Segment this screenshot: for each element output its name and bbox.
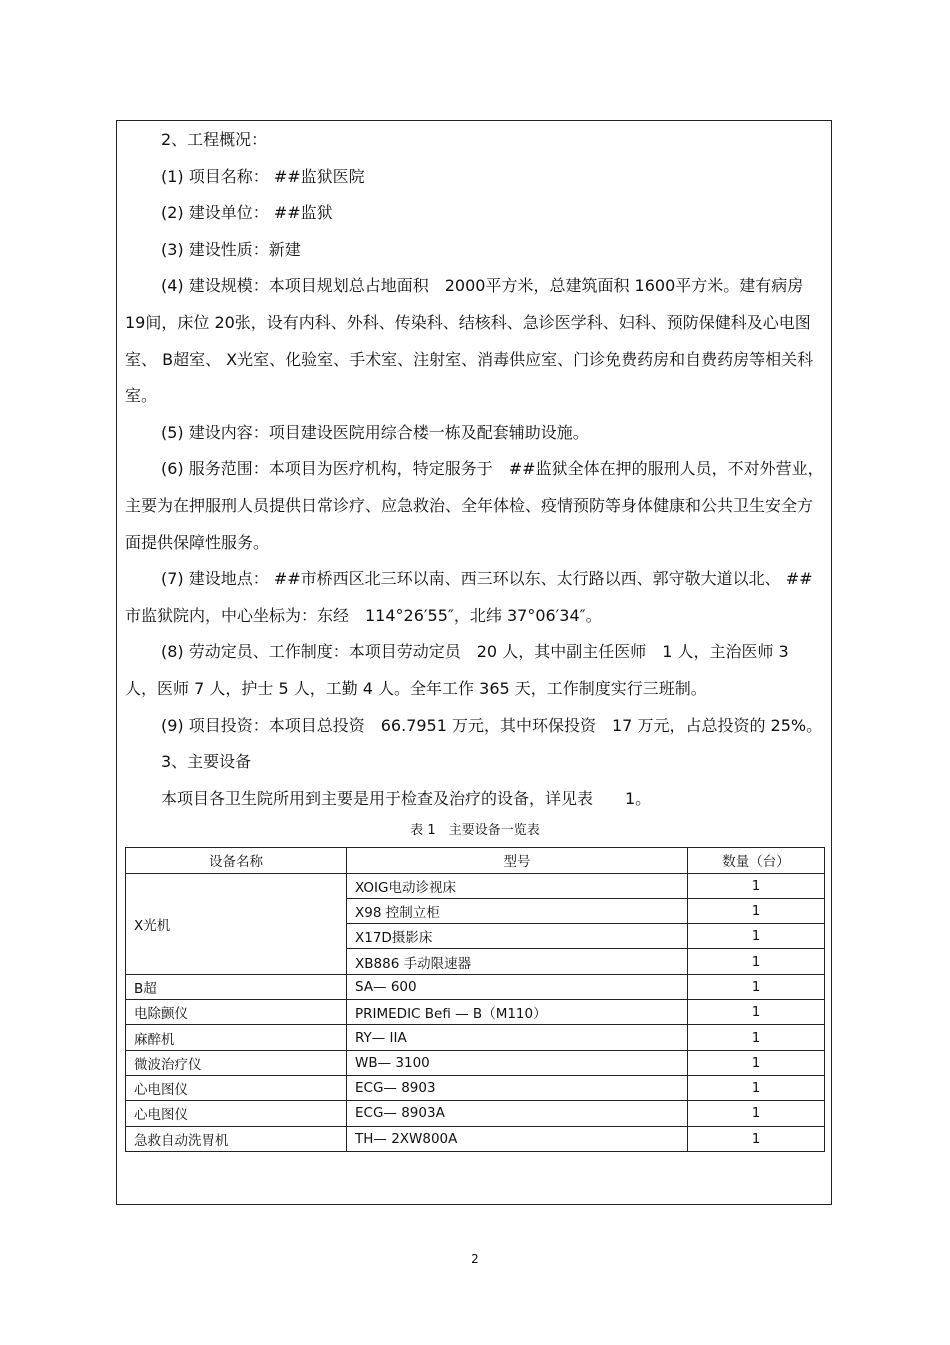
equipment-quantity: 1 xyxy=(688,1126,825,1151)
header-equipment-name: 设备名称 xyxy=(126,848,347,873)
equipment-name: 心电图仪 xyxy=(126,1075,347,1100)
equipment-model: TH— 2XW800A xyxy=(347,1126,688,1151)
equipment-model: XB886 手动限速器 xyxy=(347,949,688,974)
construction-location: (7) 建设地点： ##市桥西区北三环以南、西三环以东、太行路以西、郭守敬大道以北、 ##市监狱院内，中心坐标为：东经 114°26′55″，北纬 37°06′34″。 xyxy=(125,569,813,625)
equipment-name: 急救自动洗胃机 xyxy=(126,1126,347,1151)
equipment-quantity: 1 xyxy=(688,1075,825,1100)
table-row xyxy=(126,1025,825,1050)
equipment-quantity: 1 xyxy=(688,873,825,898)
equipment-name: 麻醉机 xyxy=(126,1025,347,1050)
equipment-table xyxy=(125,847,825,1152)
equipment-name: 电除颤仪 xyxy=(126,1000,347,1025)
equipment-quantity: 1 xyxy=(688,1025,825,1050)
equipment-quantity: 1 xyxy=(688,974,825,999)
table-row xyxy=(126,873,825,898)
table-row xyxy=(126,974,825,999)
equipment-quantity: 1 xyxy=(688,1101,825,1126)
table-row xyxy=(126,1000,825,1025)
document-body xyxy=(125,120,825,1152)
section-heading-overview: 2、工程概况： xyxy=(161,130,268,149)
equipment-quantity: 1 xyxy=(688,898,825,923)
header-model: 型号 xyxy=(347,848,688,873)
equipment-name: X光机 xyxy=(126,873,347,974)
equipment-quantity: 1 xyxy=(688,949,825,974)
project-name: (1) 项目名称： ##监狱医院 xyxy=(161,166,365,186)
equipment-name: 心电图仪 xyxy=(126,1101,347,1126)
equipment-model: X98 控制立柜 xyxy=(347,898,688,923)
table-caption: 表 1 主要设备一览表 xyxy=(410,823,540,839)
equipment-quantity: 1 xyxy=(688,1050,825,1075)
table-row xyxy=(126,1050,825,1075)
equipment-model: SA— 600 xyxy=(347,974,688,999)
service-scope: (6) 服务范围：本项目为医疗机构，特定服务于 ##监狱全体在押的服刑人员，不对外营业，主要为在押服刑人员提供日常诊疗、应急救治、全年体检、疫情预防等身体健康和公共卫生安全方面提供保障性服务。 xyxy=(125,459,824,552)
equipment-model: X17D摄影床 xyxy=(347,924,688,949)
construction-content: (5) 建设内容：项目建设医院用综合楼一栋及配套辅助设施。 xyxy=(161,422,589,442)
construction-unit: (2) 建设单位： ##监狱 xyxy=(161,203,333,223)
construction-nature: (3) 建设性质：新建 xyxy=(161,239,301,259)
construction-scale: (4) 建设规模：本项目规划总占地面积 2000平方米，总建筑面积 1600平方米。建有病房 19间，床位 20张，设有内科、外科、传染科、结核科、急诊医学科、妇科、预防保健科及心电图室、 B超室、 X光室、化验室、手术室、注射室、消毒供应室、门诊免费药房和自费药房等相关科室。 xyxy=(125,276,814,406)
equipment-model: ECG— 8903 xyxy=(347,1075,688,1100)
investment: (9) 项目投资：本项目总投资 66.7951 万元，其中环保投资 17 万元，占总投资的 25%。 xyxy=(161,715,823,735)
table-row xyxy=(126,1126,825,1151)
equipment-model: XOIG电动诊视床 xyxy=(347,873,688,898)
equipment-name: 微波治疗仪 xyxy=(126,1050,347,1075)
equipment-name: B超 xyxy=(126,974,347,999)
section-heading-equipment: 3、主要设备 xyxy=(161,752,252,772)
equipment-model: PRIMEDIC Befi — B（M110） xyxy=(347,1000,688,1025)
equipment-quantity: 1 xyxy=(688,1000,825,1025)
header-quantity: 数量（台） xyxy=(688,848,825,873)
staffing: (8) 劳动定员、工作制度：本项目劳动定员 20 人，其中副主任医师 1 人，主治医师 3 人，医师 7 人，护士 5 人，工勤 4 人。全年工作 365 天，工作制度实行三班制。 xyxy=(125,642,789,698)
page-number: 2 xyxy=(471,1252,479,1266)
equipment-model: WB— 3100 xyxy=(347,1050,688,1075)
table-row xyxy=(126,1075,825,1100)
equipment-model: RY— IIA xyxy=(347,1025,688,1050)
equipment-model: ECG— 8903A xyxy=(347,1101,688,1126)
table-row xyxy=(126,1101,825,1126)
equipment-quantity: 1 xyxy=(688,924,825,949)
table-header-row xyxy=(126,848,825,873)
equipment-intro: 本项目各卫生院所用到主要是用于检查及治疗的设备，详见表 1。 xyxy=(161,788,652,808)
